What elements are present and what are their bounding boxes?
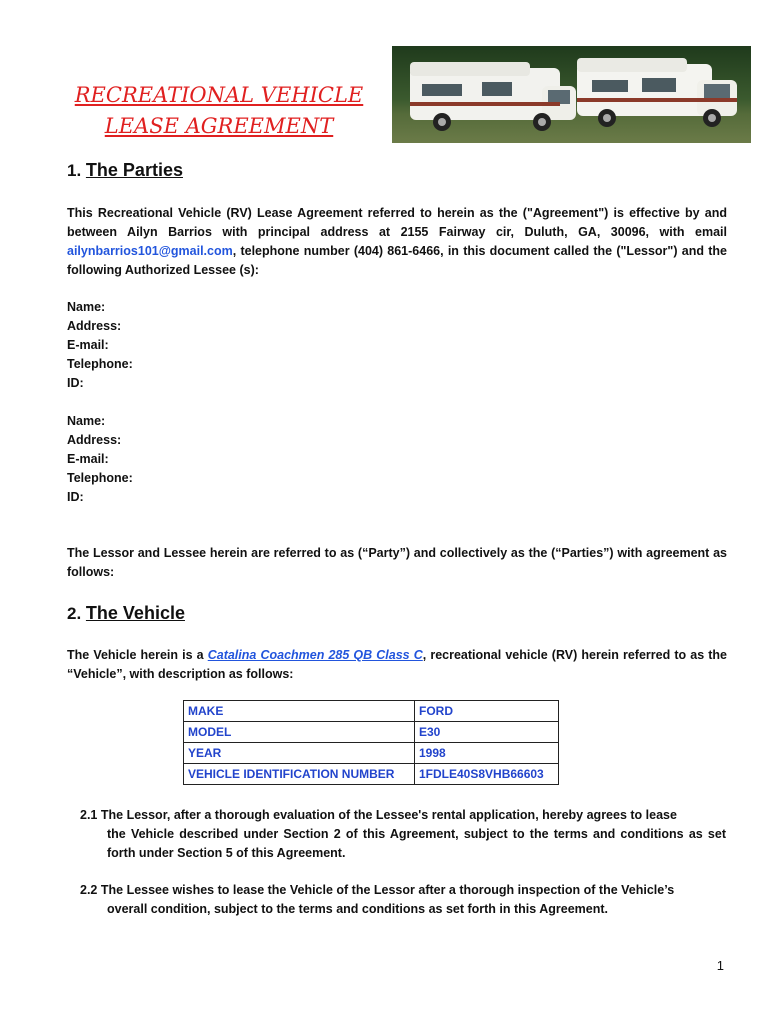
make-value: FORD [415, 701, 559, 722]
model-value: E30 [415, 722, 559, 743]
vehicle-description-table [183, 700, 559, 785]
title-line-1: RECREATIONAL VEHICLE [74, 83, 364, 107]
vehicle-text-a: The Vehicle herein is a [67, 648, 208, 662]
model-label: MODEL [184, 722, 415, 743]
table-row [184, 701, 559, 722]
section-2-title: The Vehicle [85, 603, 185, 623]
clause-2-2 [80, 881, 726, 919]
section-2-number: 2. [67, 604, 82, 623]
parties-text-a: This Recreational Vehicle (RV) Lease Agreement referred to herein as the ("Agreement") is effective by and between Ailyn Barrios with principal address at 2155 Fairway cir, Duluth, GA, 30096, with email [67, 206, 727, 239]
year-label: YEAR [184, 743, 415, 764]
table-row [184, 722, 559, 743]
vin-label: VEHICLE IDENTIFICATION NUMBER [184, 764, 415, 785]
parties-paragraph [67, 204, 727, 280]
lessee-1-id-label: ID: [67, 376, 84, 390]
table-row [184, 764, 559, 785]
clause-2-2-text-a: The Lessee wishes to lease the Vehicle of the Lessor after a thorough inspection of the Vehicle’s [100, 883, 675, 897]
parties-text-b: , telephone number (404) 861-6466, in this document called the ("Lessor") and the following Authorized Lessee (s): [67, 244, 727, 277]
table-row [184, 743, 559, 764]
lessee-2-name-label: Name: [67, 414, 106, 428]
section-1-number: 1. [67, 161, 82, 180]
section-1-heading [67, 160, 183, 181]
lessee-1-block [67, 298, 133, 393]
lessee-2-email-label: E-mail: [67, 452, 109, 466]
year-value: 1998 [415, 743, 559, 764]
lessee-2-telephone-label: Telephone: [67, 471, 133, 485]
clause-2-2-text-b: overall condition, subject to the terms and conditions as set forth in this Agreement. [107, 902, 608, 916]
vehicle-paragraph [67, 646, 727, 684]
clause-2-2-number: 2.2 [80, 883, 98, 897]
clause-2-1-text-a: The Lessor, after a thorough evaluation of the Lessee's rental application, hereby agrees to lease [100, 808, 677, 822]
clause-2-1-number: 2.1 [80, 808, 98, 822]
vehicle-model-link[interactable]: Catalina Coachmen 285 QB Class C [207, 648, 423, 662]
vehicle-text-b: , recreational vehicle (RV) herein referred to as the “Vehicle”, with description as follows: [67, 648, 727, 681]
section-1-title: The Parties [85, 160, 183, 180]
lessee-2-block [67, 412, 133, 507]
document-title [64, 80, 374, 142]
clause-2-1 [80, 806, 726, 863]
clause-2-1-text-b: the Vehicle described under Section 2 of this Agreement, subject to the terms and conditions as set forth under Section 5 of this Agreement. [107, 827, 726, 860]
vin-value: 1FDLE40S8VHB66603 [415, 764, 559, 785]
lessee-2-id-label: ID: [67, 490, 84, 504]
parties-closing-paragraph: The Lessor and Lessee herein are referred to as (“Party”) and collectively as the (“Parties”) with agreement as follows: [67, 546, 727, 579]
section-2-heading [67, 603, 185, 624]
lessee-1-address-label: Address: [67, 319, 122, 333]
lessor-email-link[interactable]: ailynbarrios101@gmail.com [67, 244, 233, 258]
make-label: MAKE [184, 701, 415, 722]
lessee-1-telephone-label: Telephone: [67, 357, 133, 371]
title-line-2: LEASE AGREEMENT [104, 114, 334, 138]
lessee-2-address-label: Address: [67, 433, 122, 447]
lessee-1-name-label: Name: [67, 300, 106, 314]
page-number: 1 [716, 958, 724, 973]
lessee-1-email-label: E-mail: [67, 338, 109, 352]
rv-photo [392, 46, 751, 143]
